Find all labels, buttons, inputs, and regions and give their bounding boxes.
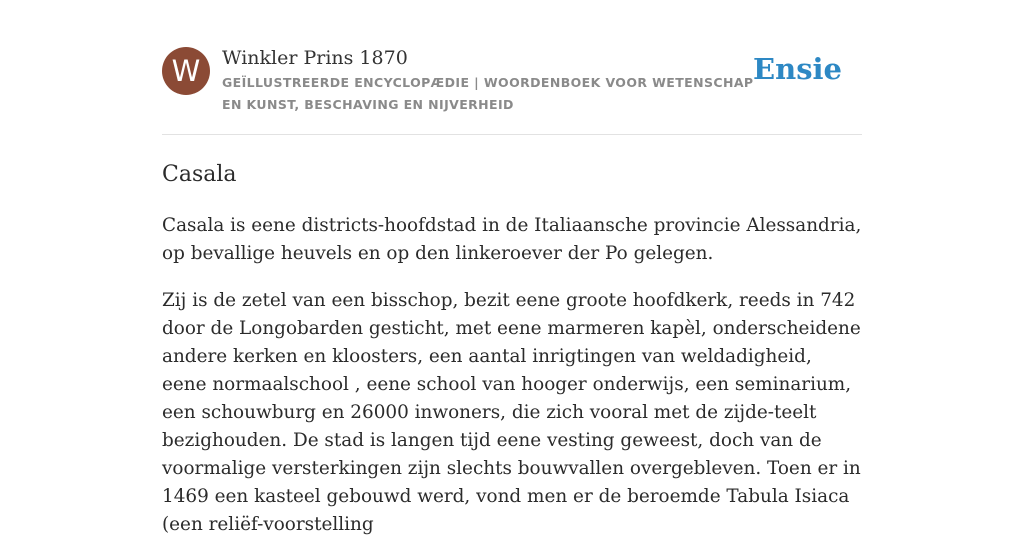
entry-paragraph: Zij is de zetel van een bisschop, bezit eene groote hoofdkerk, reeds in 742 door de Longobarden gesticht, met eene marmeren kapèl, onderscheidene andere kerken en kloosters, een aantal inrigtingen van weldadigheid, eene normaalschool , eene school van hooger onderwijs, een seminarium, een schouwburg en 26000 inwoners, die zich vooral met de zijde-teelt bezighouden. De stad is langen tijd eene vesting geweest, doch van de voormalige versterkingen zijn slechts bouwvallen overgebleven. Toen er in 1469 een kasteel gebouwd werd, vond men er de beroemde Tabula Isiaca (een reliëf-voorstelling — [162, 290, 861, 535]
page-container — [162, 0, 862, 535]
header — [162, 0, 862, 135]
avatar[interactable]: W — [162, 47, 210, 95]
brand-logo[interactable]: Ensie — [753, 52, 842, 86]
entry-paragraph: Casala is eene districts-hoofdstad in de Italiaansche provincie Alessandria, op bevallige heuvels en op den linkeroever der Po gelegen. — [162, 215, 862, 264]
entry-body — [162, 212, 862, 558]
book-title[interactable]: Winkler Prins 1870 — [222, 47, 408, 69]
book-subtitle: GEÏLLUSTREERDE ENCYCLOPÆDIE | WOORDENBOEK VOOR WETENSCHAP EN KUNST, BESCHAVING EN NIJVERHEID — [222, 75, 754, 112]
entry-title: Casala — [162, 162, 237, 187]
